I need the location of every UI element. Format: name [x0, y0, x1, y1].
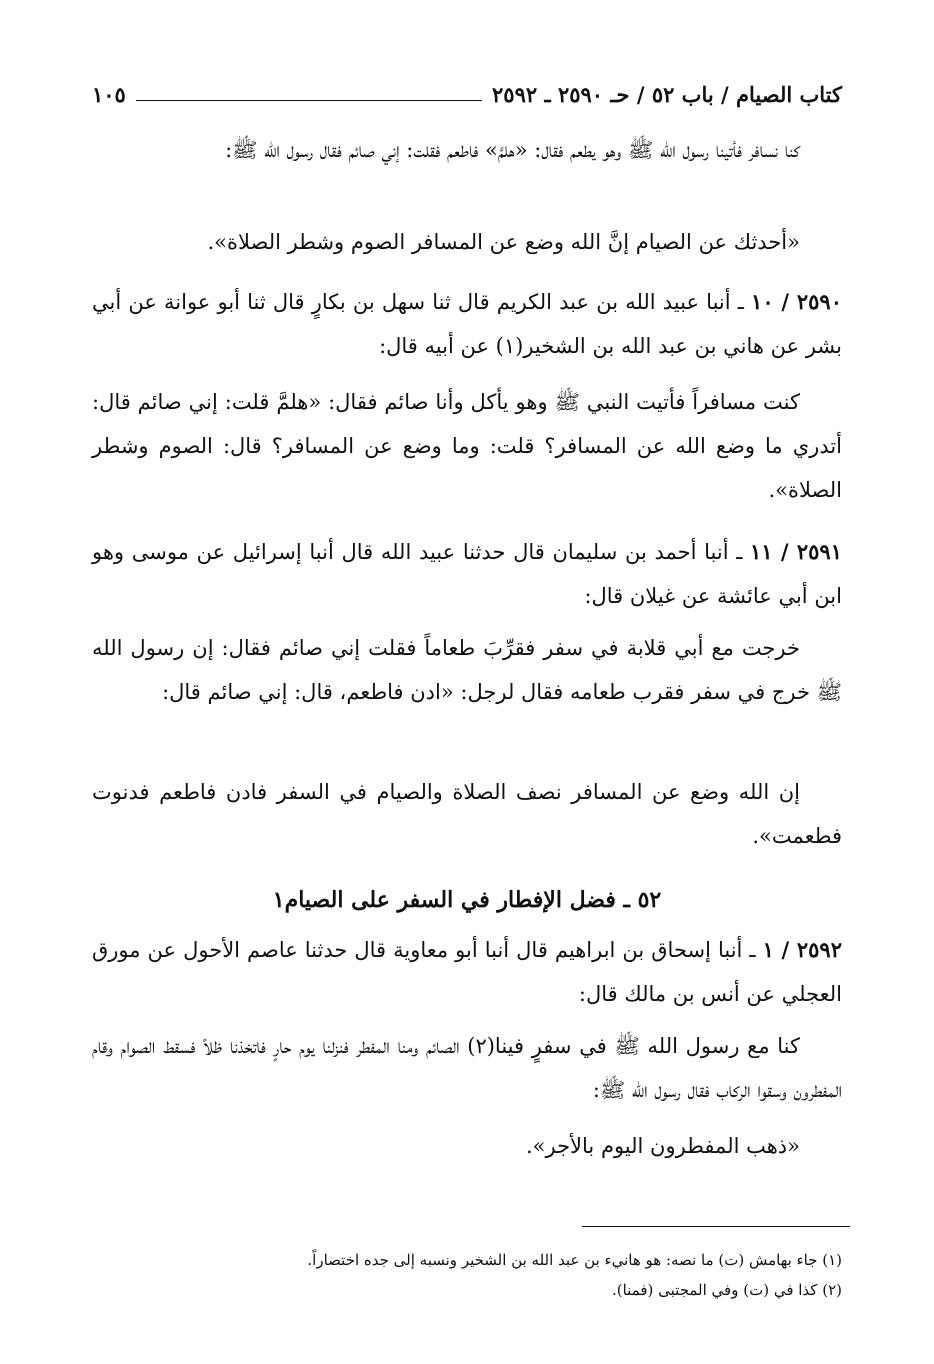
section-heading: ٥٢ ـ فضل الإفطار في السفر على الصيام١: [272, 887, 662, 913]
hadith-number: ٢٥٩٢ / ١: [762, 937, 842, 962]
paragraph: [92, 128, 842, 172]
header-title: كتاب الصيام / باب ٥٢ / حـ ٢٥٩٠ ـ ٢٥٩٢: [492, 81, 842, 107]
paragraph-text: كنا نسافر فأتينا رسول الله ﷺ وهو يطعم فقال: «هلمَّ» فاطعم فقلت: إني صائم فقال رسول الله ﷺ:: [225, 138, 800, 162]
paragraph: [92, 626, 842, 714]
hadith-entry: [92, 280, 842, 368]
paragraph-text: «ذهب المفطرون اليوم بالأجر».: [525, 1134, 800, 1158]
footnote: (٢) كذا في (ت) وفي المجتبى (فمنا).: [611, 1281, 842, 1299]
paragraph: [92, 1124, 842, 1168]
running-header: [92, 74, 842, 114]
paragraph-text: «أحدثك عن الصيام إنَّ الله وضع عن المسافر الصوم وشطر الصلاة».: [207, 230, 800, 254]
paragraph-text: كنا مع رسول الله ﷺ في سفرٍ فينا(٢) الصائم ومنا المفطر فنزلنا يوم حارٍ فاتخذنا ظلاً فسقط الصوام وقام المفطرون وسقوا الركاب فقال رسول الله ﷺ:: [92, 1034, 842, 1102]
paragraph: [92, 1024, 842, 1112]
paragraph: [92, 380, 842, 512]
header-rule: [136, 100, 482, 101]
footnote-separator: [582, 1226, 850, 1227]
footnote: (١) جاء بهامش (ت) ما نصه: هو هانيء بن عبد الله بن الشخير ونسبه إلى جده اختصاراً.: [307, 1251, 842, 1269]
hadith-entry: [92, 928, 842, 1016]
paragraph: [92, 770, 842, 858]
hadith-number: ٢٥٩١ / ١١: [750, 539, 842, 564]
paragraph-text: كنت مسافراً فأتيت النبي ﷺ وهو يأكل وأنا صائم فقال: «هلمَّ قلت: إني صائم قال: أتدري ما وضع الله عن المسافر؟ قلت: وما وضع عن المسافر؟ قال: الصوم وشطر الصلاة».: [92, 390, 842, 502]
page-number: ١٠٥: [92, 81, 126, 107]
paragraph-text: إن الله وضع عن المسافر نصف الصلاة والصيام في السفر فادن فاطعم فدنوت فطعمت».: [92, 780, 842, 848]
paragraph-text: خرجت مع أبي قلابة في سفر فقرِّبَ طعاماً فقلت إني صائم فقال: إن رسول الله ﷺ خرج في سفر فقرب طعامه فقال لرجل: «ادن فاطعم، قال: إني صائم قال:: [92, 636, 842, 704]
hadith-text: ـ أنبا عبيد الله بن عبد الكريم قال ثنا سهل بن بكارٍ قال ثنا أبو عوانة عن أبي بشر عن هاني بن عبد الله بن الشخير(١) عن أبيه قال:: [92, 290, 842, 358]
hadith-text: ـ أنبا أحمد بن سليمان قال حدثنا عبيد الله قال أنبا إسرائيل عن موسى وهو ابن أبي عائشة عن غيلان قال:: [92, 540, 842, 608]
hadith-number: ٢٥٩٠ / ١٠: [751, 289, 842, 314]
hadith-text: ـ أنبا إسحاق بن ابراهيم قال أنبا أبو معاوية قال حدثنا عاصم الأحول عن مورق العجلي عن أنس بن مالك قال:: [92, 938, 842, 1006]
hadith-entry: [92, 530, 842, 618]
paragraph: [92, 220, 842, 264]
